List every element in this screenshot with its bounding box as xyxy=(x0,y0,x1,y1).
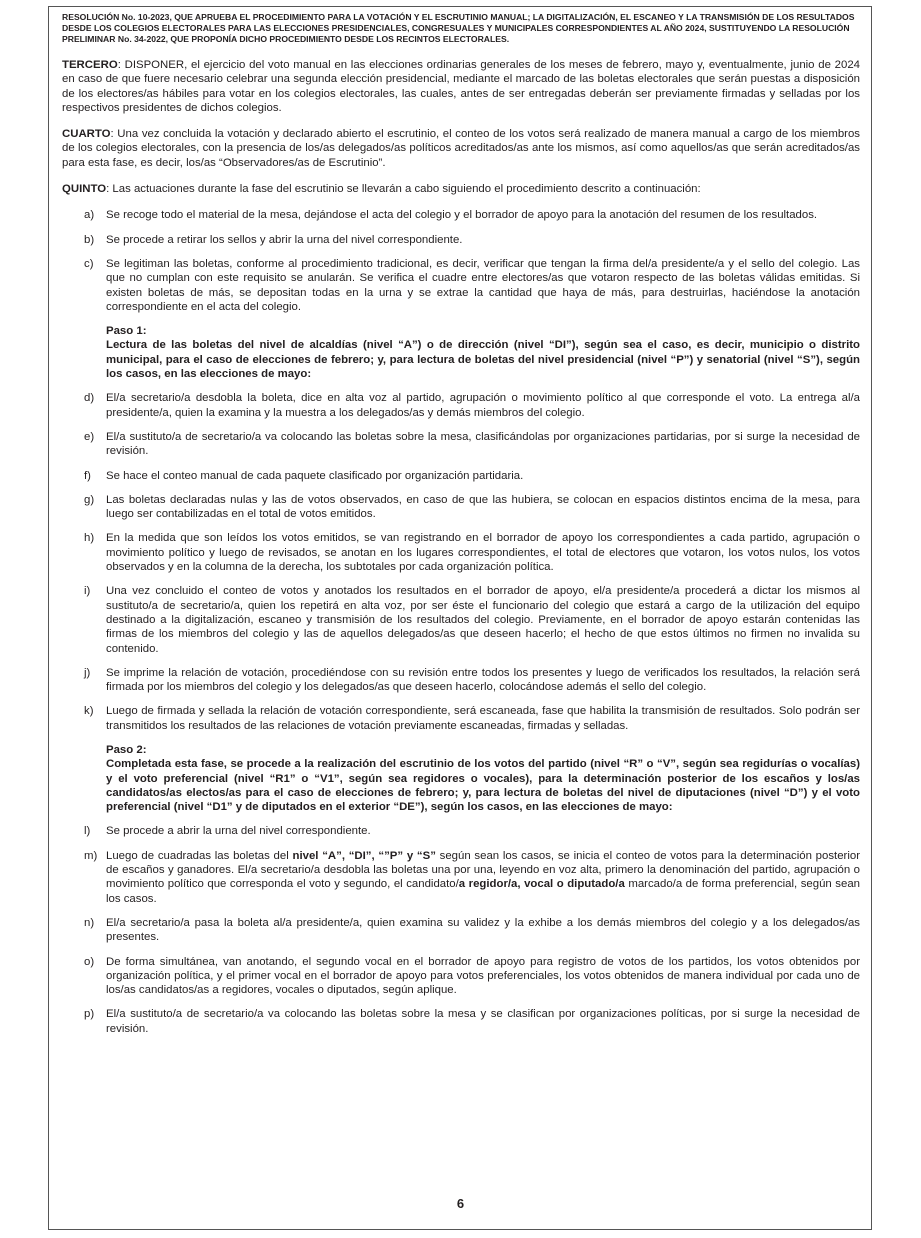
item-text: Se legitiman las boletas, conforme al procedimiento tradicional, es decir, verificar que tengan la firma del/a presidente/a y el sello del colegio. Las que no cumplan con este requisito se anularán. Se verifica el cuadre entre electores/as que votaron respecto de las boletas válidas emitidas. Si existen boletas de más, se depositan todas en la urna y se extrae la cantidad que haya de más, para destruirlas, haciéndose la anotación correspondiente en el acta del colegio. xyxy=(106,257,860,313)
item-label: b) xyxy=(84,233,95,246)
item-label: i) xyxy=(84,585,91,598)
item-label: d) xyxy=(84,392,95,405)
list-item-g xyxy=(62,493,860,522)
article-text: : Las actuaciones durante la fase del escrutinio se llevarán a cabo siguiendo el procedimiento descrito a continuación: xyxy=(106,183,701,196)
list-item-h xyxy=(62,531,860,574)
item-text: Se procede a retirar los sellos y abrir la urna del nivel correspondiente. xyxy=(106,233,463,246)
list-item-b xyxy=(62,233,860,247)
article-tercero xyxy=(62,58,860,115)
item-text: El/a secretario/a desdobla la boleta, dice en alta voz al partido, agrupación o movimiento político al que corresponde el voto. La entrega al/a presidente/a, quien la examina y la muestra a los delegados/as y demás miembros del colegio. xyxy=(106,392,860,419)
item-text: Se recoge todo el material de la mesa, dejándose el acta del colegio y el borrador de apoyo para la anotación del resumen de los resultados. xyxy=(106,209,818,222)
item-text: Luego de firmada y sellada la relación de votación correspondiente, será escaneada, fase que habilita la transmisión de resultados. Solo podrán ser transmitidos los resultados de las relaciones de votación previamente escaneadas, firmadas y selladas. xyxy=(106,705,860,732)
item-text: El/a sustituto/a de secretario/a va colocando las boletas sobre la mesa y se clasifican por organizaciones políticas, por si surge la necesidad de revisión. xyxy=(106,1008,860,1035)
item-text-bold: nivel “A”, “DI”, “”P” y “S” xyxy=(292,849,436,862)
step-2 xyxy=(106,743,860,814)
item-label: c) xyxy=(84,257,94,270)
article-cuarto xyxy=(62,127,860,170)
article-label: TERCERO xyxy=(62,59,118,71)
step-label: Paso 1: xyxy=(106,325,147,338)
article-label: CUARTO xyxy=(62,128,111,141)
list-item-l xyxy=(62,824,860,838)
item-text-part: según sean los casos, se inicia el conteo de votos para la determinación posterior de escaños y ganadores. El/a secretario/a desdobla las boletas una por una, leyendo en voz alta, primero la denominación del partido, agrupación o movimiento político que corresponda el voto y segundo, el candidato/ xyxy=(106,849,860,891)
step-text: Lectura de las boletas del nivel de alcaldías (nivel “A”) o de dirección (nivel “DI”), según sea el caso, es decir, municipio o distrito municipal, para el caso de elecciones de febrero; y, para lectura de boletas del nivel presidencial (nivel “P”) y senatorial (nivel “S”), según los casos, en las elecciones de mayo: xyxy=(106,339,860,381)
document-header: RESOLUCIÓN No. 10-2023, QUE APRUEBA EL PROCEDIMIENTO PARA LA VOTACIÓN Y EL ESCRUTINIO MANUAL; LA DIGITALIZACIÓN, EL ESCANEO Y LA TRANSMISIÓN DE LOS RESULTADOS DESDE LOS COLEGIOS ELECTORALES PARA LAS ELECCIONES PRESIDENCIALES, CONGRESUALES Y MUNICIPALES CORRESPONDIENTES AL AÑO 2024, SUSTITUYENDO LA RESOLUCIÓN PRELIMINAR No. 34-2022, QUE PROPONÍA DICHO PROCEDIMIENTO DESDE LOS RECINTOS ELECTORALES. xyxy=(62,12,855,44)
step-label: Paso 2: xyxy=(106,743,147,756)
list-item-j xyxy=(62,666,860,695)
article-quinto xyxy=(62,182,860,196)
list-item-o xyxy=(62,955,860,998)
item-label: n) xyxy=(84,916,95,929)
list-item-k xyxy=(62,704,860,733)
document-body xyxy=(62,58,860,1036)
item-text: Una vez concluido el conteo de votos y anotados los resultados en el borrador de apoyo, el/a presidente/a procederá a dictar los mismos al sustituto/a de secretario/a, quien los repetirá en alta voz, por ser éste el funcionario del colegio que estará a cargo de la utilización del equipo destinado a la digitalización, escaneo y transmisión de los resultados del colegio. Previamente, en el borrador de apoyo estarán contenidas las firmas de los miembros del colegio y las de aquellos delegados/as que deseen hacerlo; el hecho de que estos últimos no firmen no invalida su contenido. xyxy=(106,585,860,655)
article-label: QUINTO xyxy=(62,183,107,196)
item-label: j) xyxy=(84,666,91,679)
list-item-i xyxy=(62,584,860,655)
item-text xyxy=(106,849,860,906)
item-text: El/a secretario/a pasa la boleta al/a presidente/a, quien examina su validez y la exhibe a los demás miembros del colegio y a los delegados/as presentes. xyxy=(106,916,860,944)
item-text-part: marcado/a de forma preferencial, según sean los casos. xyxy=(106,878,860,905)
list-item-d xyxy=(62,391,860,420)
article-text: : DISPONER, el ejercicio del voto manual en las elecciones ordinarias generales de los meses de febrero, mayo y, eventualmente, junio de 2024 en caso de que fuere necesario celebrar una segunda elección presidencial, mediante el marcado de las boletas electorales que serán puestas a disposición de los electores/as hábiles para votar en los colegios electorales, las cuales, antes de ser entregadas deberán ser previamente firmadas y selladas por los respectivos presidentes de dichos colegios. xyxy=(62,59,860,114)
item-text: De forma simultánea, van anotando, el segundo vocal en el borrador de apoyo para registro de votos de los partidos, los votos obtenidos por organización política, y el primer vocal en el borrador de apoyo para votos preferenciales, los votos obtenidos de manera individual por cada uno de los/as candidatos/as a regidores, vocales o diputados, según aplique. xyxy=(106,955,860,997)
list-item-c xyxy=(62,257,860,314)
item-text: Se hace el conteo manual de cada paquete clasificado por organización partidaria. xyxy=(106,469,524,482)
item-text: El/a sustituto/a de secretario/a va colocando las boletas sobre la mesa, clasificándolas por organizaciones partidarias, por si surge la necesidad de revisión. xyxy=(106,430,860,458)
list-item-p xyxy=(62,1007,860,1036)
item-text-bold: a regidor/a, vocal o diputado/a xyxy=(458,878,625,891)
item-text: Se imprime la relación de votación, procediéndose con su revisión entre todos los presentes y luego de verificados los resultados, la relación será firmada por los miembros del colegio y los delegados/as que deseen hacerlo, colocándose además el sello del colegio. xyxy=(106,666,860,694)
step-text: Completada esta fase, se procede a la realización del escrutinio de los votos del partido (nivel “R” o “V”, según sea regidurías o vocalías) y el voto preferencial (nivel “R1” o “V1”, según sea regidores o vocales), para la determinación posterior de los escaños y los/as candidatos/as electos/as para el caso de elecciones de febrero; y, para lectura de boletas del nivel de diputaciones (nivel “D”) y el voto preferencial (nivel “D1” y de diputados en el exterior “DE”), según los casos, en las elecciones de mayo: xyxy=(106,758,860,814)
item-text: Las boletas declaradas nulas y las de votos observados, en caso de que las hubiera, se colocan en espacios distintos encima de la mesa, para luego ser contabilizadas en el total de votos emitidos. xyxy=(106,493,860,521)
item-label: f) xyxy=(84,469,91,482)
list-item-n xyxy=(62,916,860,945)
item-text: Se procede a abrir la urna del nivel correspondiente. xyxy=(106,825,371,838)
list-item-e xyxy=(62,430,860,459)
list-item-a xyxy=(62,208,860,222)
item-text: En la medida que son leídos los votos emitidos, se van registrando en el borrador de apoyo los correspondientes a cada partido, agrupación o movimiento político y luego de revisados, se anotan en los lugares correspondientes, el total de electores que votaron, los votos nulos, los votos observados y en la columna de la derecha, los subtotales por cada organización política. xyxy=(106,532,860,574)
page-number: 6 xyxy=(456,1196,465,1211)
item-label: o) xyxy=(84,955,95,968)
item-label: p) xyxy=(84,1008,95,1021)
article-text: : Una vez concluida la votación y declarado abierto el escrutinio, el conteo de los votos será realizado de manera manual a cargo de los miembros de los colegios electorales, con la presencia de los/as delegados/as políticos acreditados/as ante los mismos, así como aquellos/as que serán acreditados/as para esta fase, es decir, los/as “Observadores/as de Escrutinio”. xyxy=(62,128,860,169)
step-1 xyxy=(106,324,860,381)
item-label: e) xyxy=(84,430,95,443)
item-label: k) xyxy=(84,705,94,718)
item-label: a) xyxy=(84,209,95,222)
item-label: m) xyxy=(84,849,98,862)
item-label: l) xyxy=(84,825,91,838)
item-label: h) xyxy=(84,532,95,545)
item-label: g) xyxy=(84,493,95,506)
list-item-f xyxy=(62,469,860,483)
item-text-part: Luego de cuadradas las boletas del xyxy=(106,849,293,862)
list-item-m xyxy=(62,849,860,906)
